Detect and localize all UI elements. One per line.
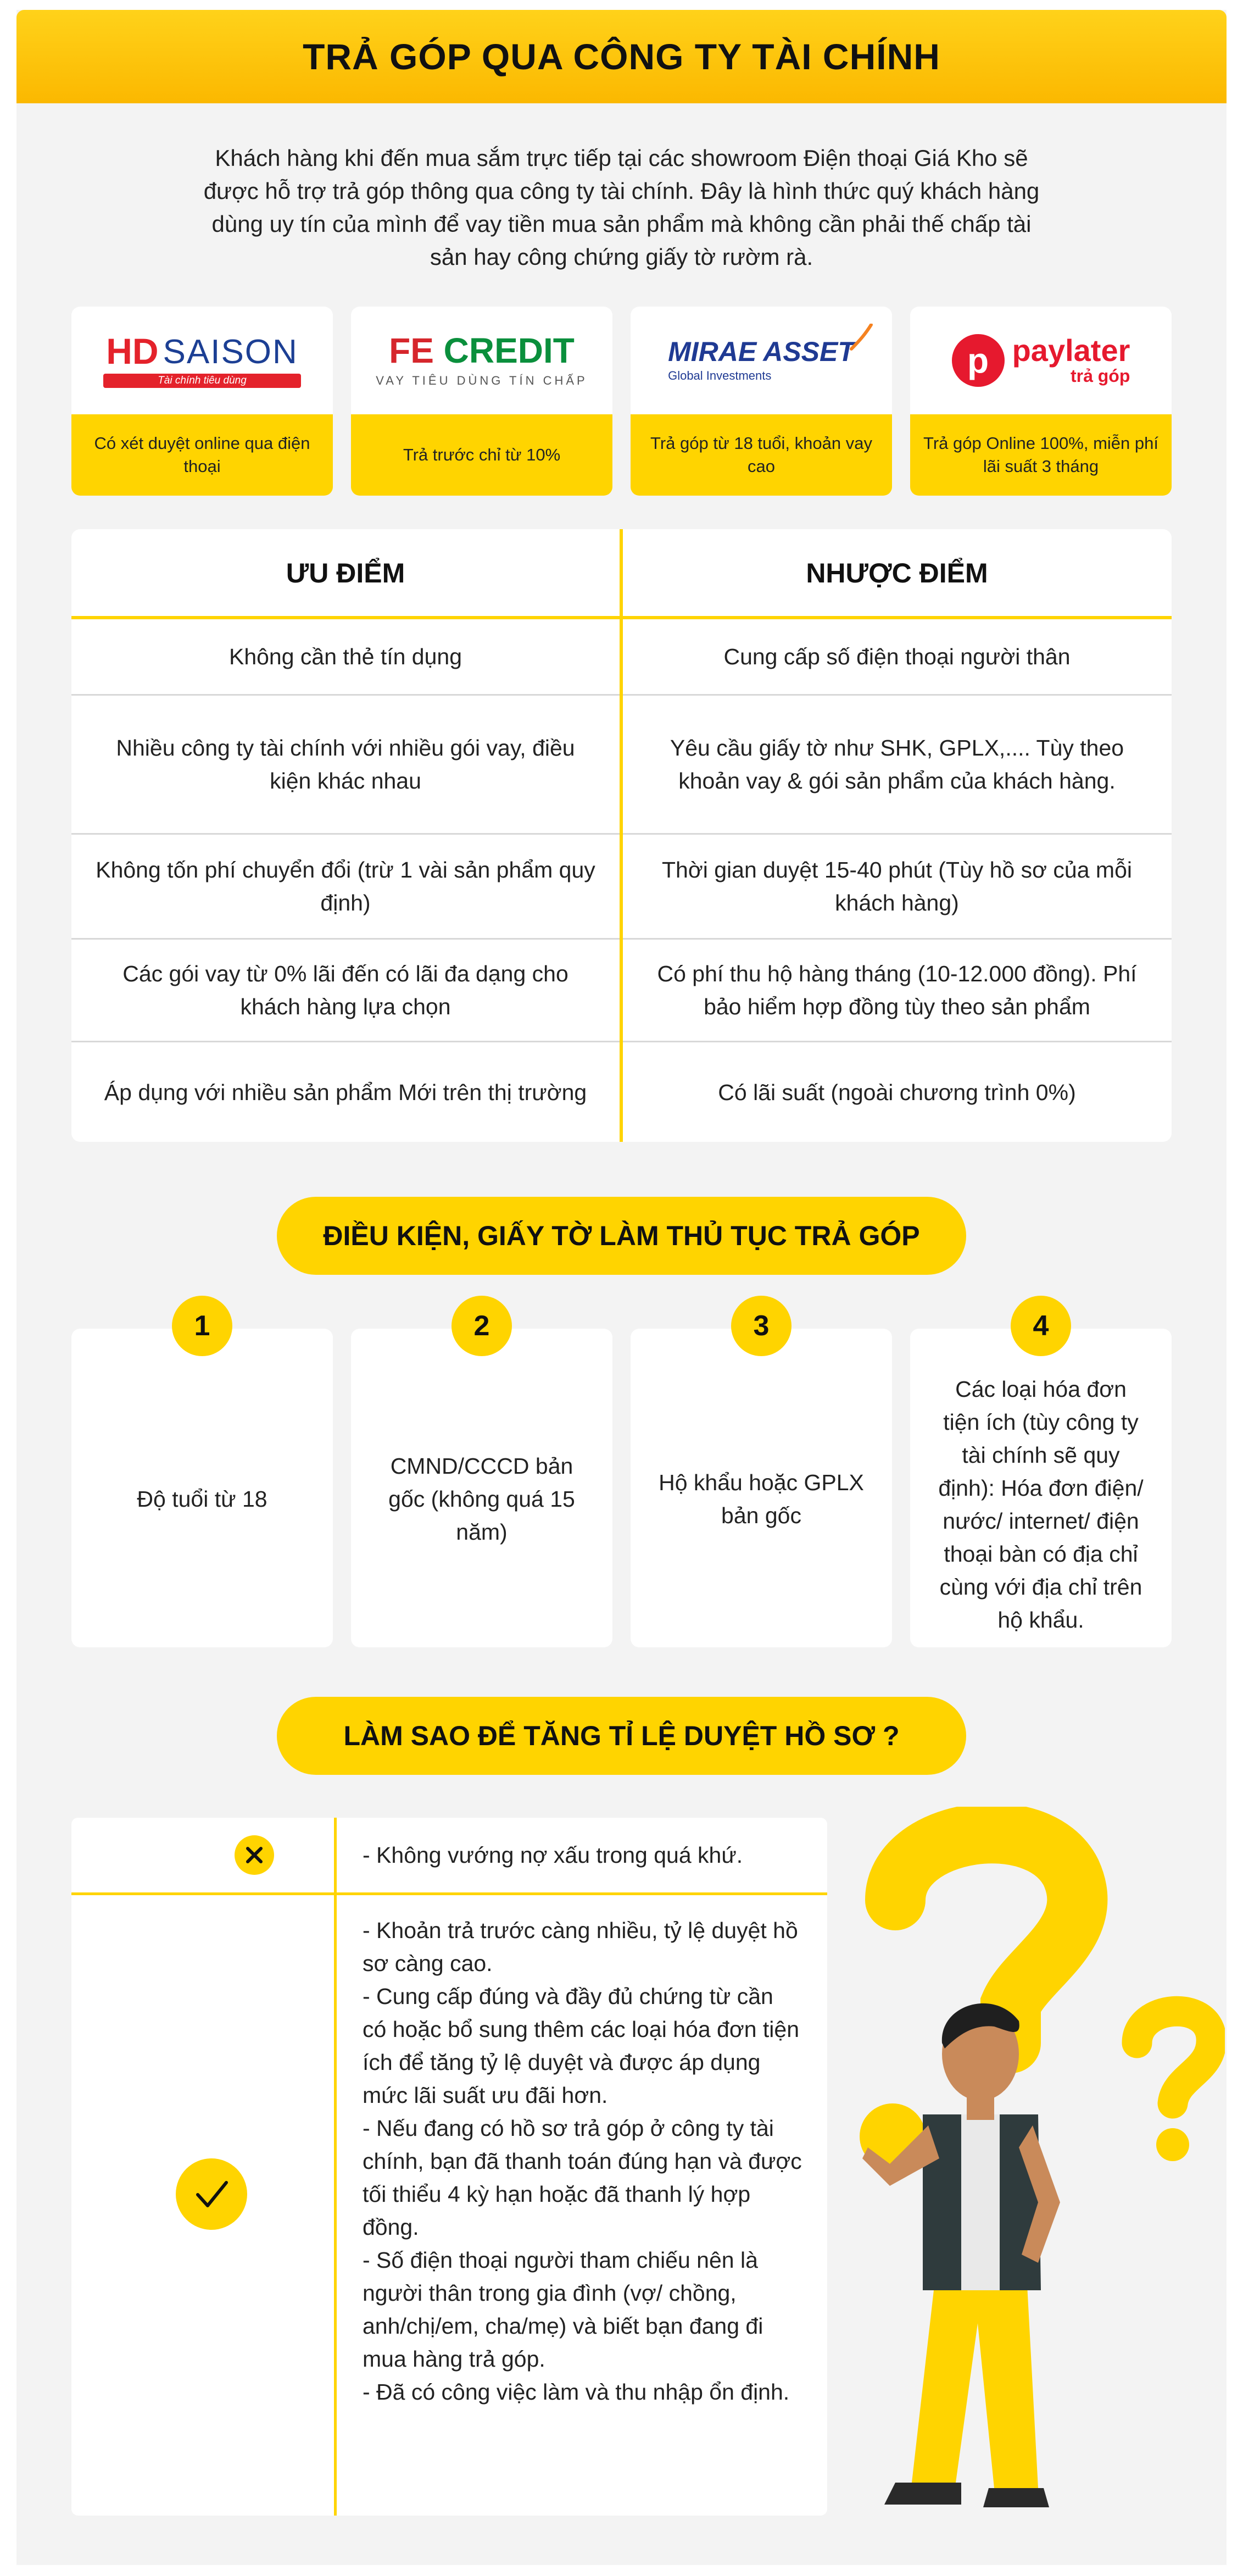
intro-text: Khách hàng khi đến mua sắm trực tiếp tại các showroom Điện thoại Giá Kho sẽ được hỗ trợ trả góp thông qua công ty tài chính. Đây là hình thức quý khách hàng dùng uy tín của mình để vay tiền mua sản phẩm mà không cần phải thế chấp tài sản hay công chứng giấy tờ rườm rà. — [203, 145, 1040, 270]
con-cell: Cung cấp số điện thoại người thân — [723, 644, 1071, 669]
step-card: Các loại hóa đơn tiện ích (tùy công ty tài chính sẽ quy định): Hóa đơn điện/ nước/ internet/ điện thoại bàn có địa chỉ cùng với địa chỉ trên hộ khẩu. — [910, 1329, 1172, 1647]
step-number: 3 — [731, 1296, 791, 1356]
logo-tagline: Global Investments — [668, 369, 772, 382]
pro-cell: Các gói vay từ 0% lãi đến có lãi đa dạng cho khách hàng lựa chọn — [122, 961, 568, 1019]
tips-table — [71, 1818, 827, 2516]
logo-hd: HD — [106, 331, 159, 371]
tips-column-divider — [334, 1818, 337, 2516]
step-number: 2 — [452, 1296, 512, 1356]
partner-card-hd-saison — [71, 307, 333, 496]
pro-cell: Không tốn phí chuyển đổi (trừ 1 vài sản phẩm quy định) — [96, 857, 595, 915]
logo-paylater: paylater — [1012, 332, 1130, 368]
partner-caption: Trả góp từ 18 tuổi, khoản vay cao — [631, 414, 892, 496]
step-card: Hộ khẩu hoặc GPLX bản gốc — [631, 1329, 892, 1647]
header-banner — [16, 10, 1227, 103]
con-cell: Thời gian duyệt 15-40 phút (Tùy hồ sơ của mỗi khách hàng) — [662, 857, 1132, 915]
tips-divider — [71, 1892, 827, 1895]
column-divider — [620, 529, 623, 1142]
cons-header: NHƯỢC ĐIỂM — [806, 558, 988, 589]
partner-caption: Trả trước chỉ từ 10% — [351, 414, 612, 496]
pro-cell: Nhiều công ty tài chính với nhiều gói vay, điều kiện khác nhau — [116, 735, 575, 793]
logo-tagline: trả góp — [1070, 365, 1130, 386]
partner-card-paylater — [910, 307, 1172, 496]
tips-title: LÀM SAO ĐỂ TĂNG TỈ LỆ DUYỆT HỒ SƠ ? — [277, 1697, 966, 1775]
close-circle-icon — [235, 1835, 274, 1875]
logo-mirae: MIRAE ASSET — [668, 336, 855, 367]
logo-tagline: VAY TIÊU DÙNG TÍN CHẤP — [376, 374, 588, 387]
conditions-title: ĐIỀU KIỆN, GIẤY TỜ LÀM THỦ TỤC TRẢ GÓP — [277, 1197, 966, 1275]
paylater-p-icon: p — [952, 334, 1005, 387]
partner-card-fe-credit — [351, 307, 612, 496]
logo-saison: SAISON — [163, 333, 298, 371]
partner-caption: Trả góp Online 100%, miễn phí lãi suất 3 tháng — [910, 414, 1172, 496]
step-number: 1 — [172, 1296, 232, 1356]
avoid-text: - Không vướng nợ xấu trong quá khứ. — [363, 1842, 743, 1868]
step-number: 4 — [1011, 1296, 1071, 1356]
pros-cons-table — [71, 529, 1172, 1142]
pro-cell: Không cần thẻ tín dụng — [228, 644, 462, 669]
con-cell: Yêu cầu giấy tờ như SHK, GPLX,.... Tùy theo khoản vay & gói sản phẩm của khách hàng. — [670, 735, 1124, 793]
paylater-logo — [910, 307, 1172, 414]
partner-card-mirae-asset — [631, 307, 892, 496]
check-circle-icon — [176, 2158, 247, 2230]
infographic-page — [16, 10, 1227, 2565]
fe-credit-logo: FE CREDIT VAY TIÊU DÙNG TÍN CHẤP — [376, 331, 588, 387]
recommend-text: - Khoản trả trước càng nhiều, tỷ lệ duyệt hồ sơ càng cao. - Cung cấp đúng và đầy đủ chứng từ cần có hoặc bổ sung thêm các loại hóa đơn tiện ích để tăng tỷ lệ duyệt và được áp dụng mức lãi suất ưu đãi hơn. - Nếu đang có hồ sơ trả góp ở công ty tài chính, bạn đã thanh toán đúng hạn và được tối thiểu 4 kỳ hạn hoặc đã thanh lý hợp đồng. - Số điện thoại người tham chiếu nên là người thân trong gia đình (vợ/ chồng, anh/chị/em, cha/mẹ) và biết bạn đang đi mua hàng trả góp. - Đã có công việc làm và thu nhập ổn định. — [363, 1918, 802, 2405]
thinking-man-illustration — [829, 1807, 1225, 2521]
pro-cell: Áp dụng với nhiều sản phẩm Mới trên thị trường — [104, 1079, 587, 1105]
hd-saison-logo — [71, 307, 333, 414]
con-cell: Có lãi suất (ngoài chương trình 0%) — [718, 1079, 1076, 1105]
logo-tagline: Tài chính tiêu dùng — [103, 374, 301, 388]
con-cell: Có phí thu hộ hàng tháng (10-12.000 đồng). Phí bảo hiểm hợp đồng tùy theo sản phẩm — [657, 961, 1137, 1019]
small-question-mark-icon — [1137, 2011, 1211, 2103]
step-card: Độ tuổi từ 18 — [71, 1329, 333, 1647]
step-card: CMND/CCCD bản gốc (không quá 15 năm) — [351, 1329, 612, 1647]
partner-list — [71, 307, 1172, 496]
partner-caption: Có xét duyệt online qua điện thoại — [71, 414, 333, 496]
mirae-swoosh-icon — [849, 324, 873, 351]
mirae-asset-logo — [631, 307, 892, 414]
pros-header: ƯU ĐIỂM — [286, 558, 405, 589]
page-title: TRẢ GÓP QUA CÔNG TY TÀI CHÍNH — [303, 36, 940, 77]
conditions-steps — [71, 1296, 1172, 1647]
